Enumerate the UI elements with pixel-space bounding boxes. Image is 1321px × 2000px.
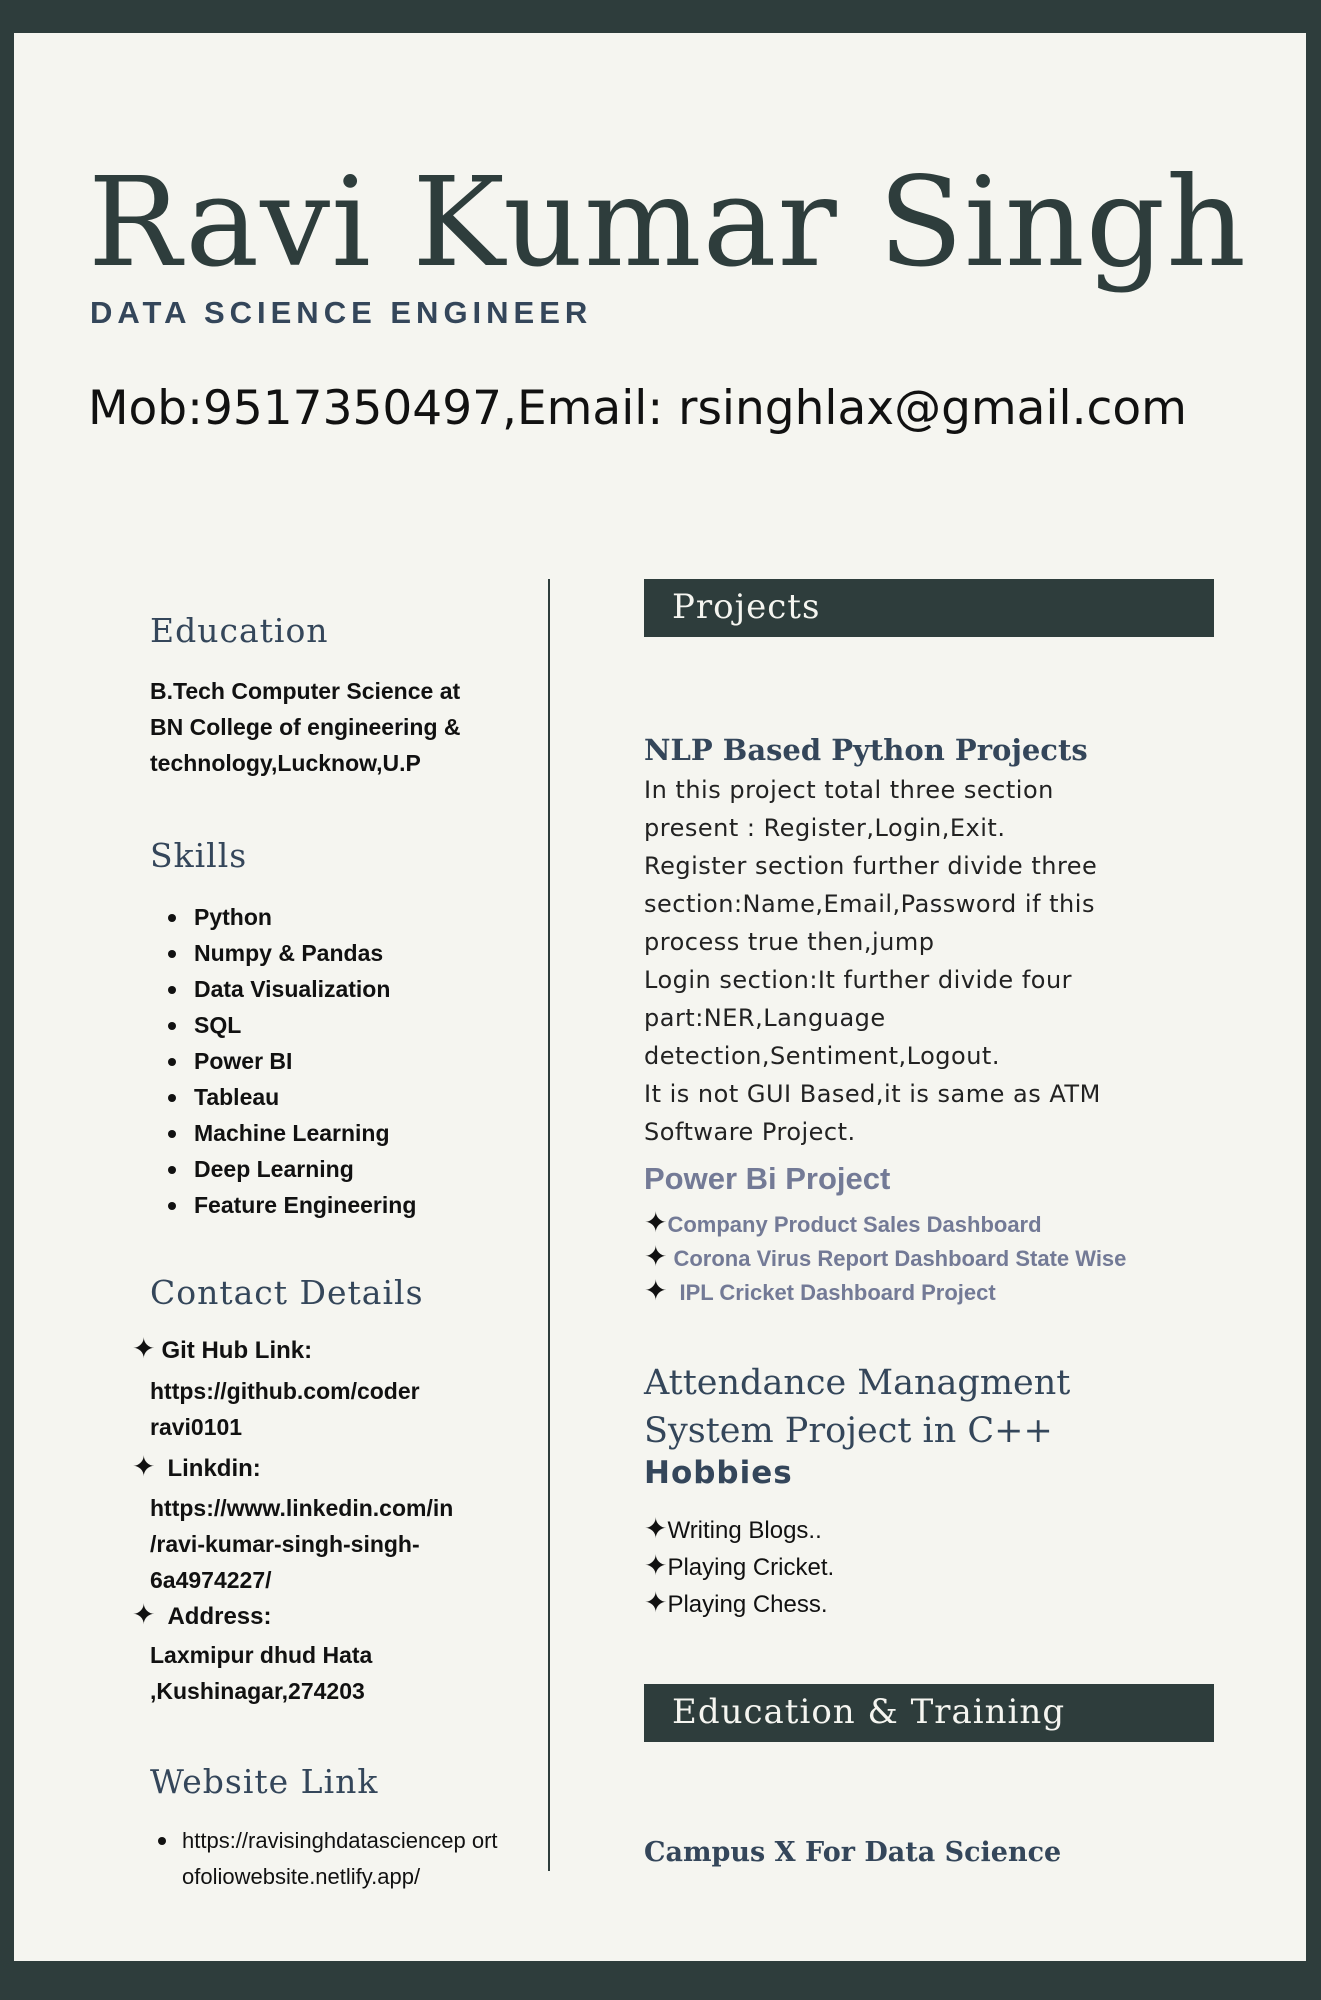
github-label: Git Hub Link: [161, 1337, 313, 1364]
nlp-project-title: NLP Based Python Projects [644, 733, 1088, 767]
powerbi-item [644, 1277, 996, 1306]
linkedin-url-line: https://www.linkedin.com/in [150, 1495, 454, 1521]
address-text [150, 1637, 490, 1709]
skill-item: Machine Learning [194, 1115, 416, 1151]
education-line: technology,Lucknow,U.P [150, 750, 421, 776]
skill-item: Numpy & Pandas [194, 935, 416, 971]
description-line: process true then,jump [644, 928, 935, 956]
powerbi-project-title: Power Bi Project [644, 1161, 891, 1196]
linkedin-label: Linkdin: [167, 1455, 261, 1482]
linkedin-url-line: /ravi-kumar-singh-singh- [150, 1531, 420, 1557]
linkedin-url-line: 6a4974227/ [150, 1567, 272, 1593]
skills-heading: Skills [150, 836, 248, 875]
hobbies-heading: Hobbies [644, 1455, 793, 1491]
hobby-label: Playing Chess. [667, 1591, 828, 1618]
github-link[interactable] [150, 1373, 490, 1445]
linkedin-row [132, 1453, 261, 1483]
hobby-item [644, 1515, 822, 1545]
skill-item: Power BI [194, 1043, 416, 1079]
education-heading: Education [150, 611, 329, 650]
powerbi-item-label: Corona Virus Report Dashboard State Wise [673, 1246, 1127, 1271]
description-line: In this project total three section [644, 776, 1054, 804]
hobby-item [644, 1589, 828, 1619]
skill-item: SQL [194, 1007, 416, 1043]
github-row [132, 1335, 312, 1365]
four-point-star-icon: ✦ [644, 1513, 668, 1544]
hobby-label: Playing Cricket. [667, 1554, 835, 1581]
github-url-line: https://github.com/coder [150, 1378, 420, 1404]
four-point-star-icon: ✦ [132, 1333, 156, 1364]
four-point-star-icon: ✦ [644, 1550, 668, 1581]
column-divider [548, 579, 550, 1871]
address-line: Laxmipur dhud Hata [150, 1642, 373, 1668]
training-heading: Education & Training [672, 1692, 1066, 1732]
powerbi-item-label: IPL Cricket Dashboard Project [679, 1280, 996, 1305]
four-point-star-icon: ✦ [644, 1241, 668, 1272]
attendance-title-line: System Project in C++ [644, 1411, 1053, 1451]
contact-heading: Contact Details [150, 1273, 424, 1312]
four-point-star-icon: ✦ [132, 1451, 156, 1482]
linkedin-link[interactable] [150, 1490, 490, 1598]
job-title: DATA SCIENCE ENGINEER [90, 295, 593, 330]
description-line: Register section further divide three [644, 852, 1098, 880]
description-line: section:Name,Email,Password if this [644, 890, 1095, 918]
four-point-star-icon: ✦ [644, 1587, 668, 1618]
address-line: ,Kushinagar,274203 [150, 1678, 365, 1704]
nlp-project-description [644, 771, 1204, 1151]
four-point-star-icon: ✦ [644, 1207, 668, 1238]
four-point-star-icon: ✦ [132, 1599, 156, 1630]
projects-bar [644, 579, 1214, 637]
address-label: Address: [167, 1603, 272, 1630]
description-line: It is not GUI Based,it is same as ATM [644, 1080, 1101, 1108]
hobby-item [644, 1552, 834, 1582]
hobby-label: Writing Blogs.. [667, 1517, 822, 1544]
attendance-title-line: Attendance Managment [644, 1363, 1071, 1403]
education-details [150, 673, 490, 781]
powerbi-item [644, 1243, 1126, 1272]
skill-item: Python [194, 899, 416, 935]
description-line: part:NER,Language [644, 1004, 886, 1032]
website-link[interactable]: https://ravisinghdatasciencep ortofoliowebsite.netlify.app/ [182, 1828, 498, 1889]
four-point-star-icon: ✦ [644, 1275, 668, 1306]
training-bar [644, 1684, 1214, 1742]
address-row [132, 1601, 272, 1631]
training-item: Campus X For Data Science [644, 1837, 1062, 1868]
education-line: B.Tech Computer Science at [150, 678, 461, 704]
attendance-project-title [644, 1359, 1070, 1455]
description-line: Software Project. [644, 1118, 856, 1146]
candidate-name: Ravi Kumar Singh [88, 151, 1247, 295]
education-line: BN College of engineering & [150, 714, 461, 740]
description-line: Login section:It further divide four [644, 966, 1073, 994]
projects-heading: Projects [672, 587, 821, 627]
github-url-line: ravi0101 [150, 1414, 243, 1440]
skill-item: Deep Learning [194, 1151, 416, 1187]
skill-item: Feature Engineering [194, 1187, 416, 1223]
contact-line: Mob:9517350497,Email: rsinghlax@gmail.com [88, 381, 1187, 436]
resume-page [14, 33, 1306, 1961]
description-line: detection,Sentiment,Logout. [644, 1042, 1000, 1070]
skill-item: Data Visualization [194, 971, 416, 1007]
powerbi-item [644, 1209, 1042, 1238]
powerbi-item-label: Company Product Sales Dashboard [667, 1212, 1042, 1237]
website-heading: Website Link [150, 1762, 379, 1801]
skill-item: Tableau [194, 1079, 416, 1115]
skills-list [194, 899, 416, 1223]
description-line: present : Register,Login,Exit. [644, 814, 1006, 842]
bullet-icon [158, 1837, 166, 1845]
